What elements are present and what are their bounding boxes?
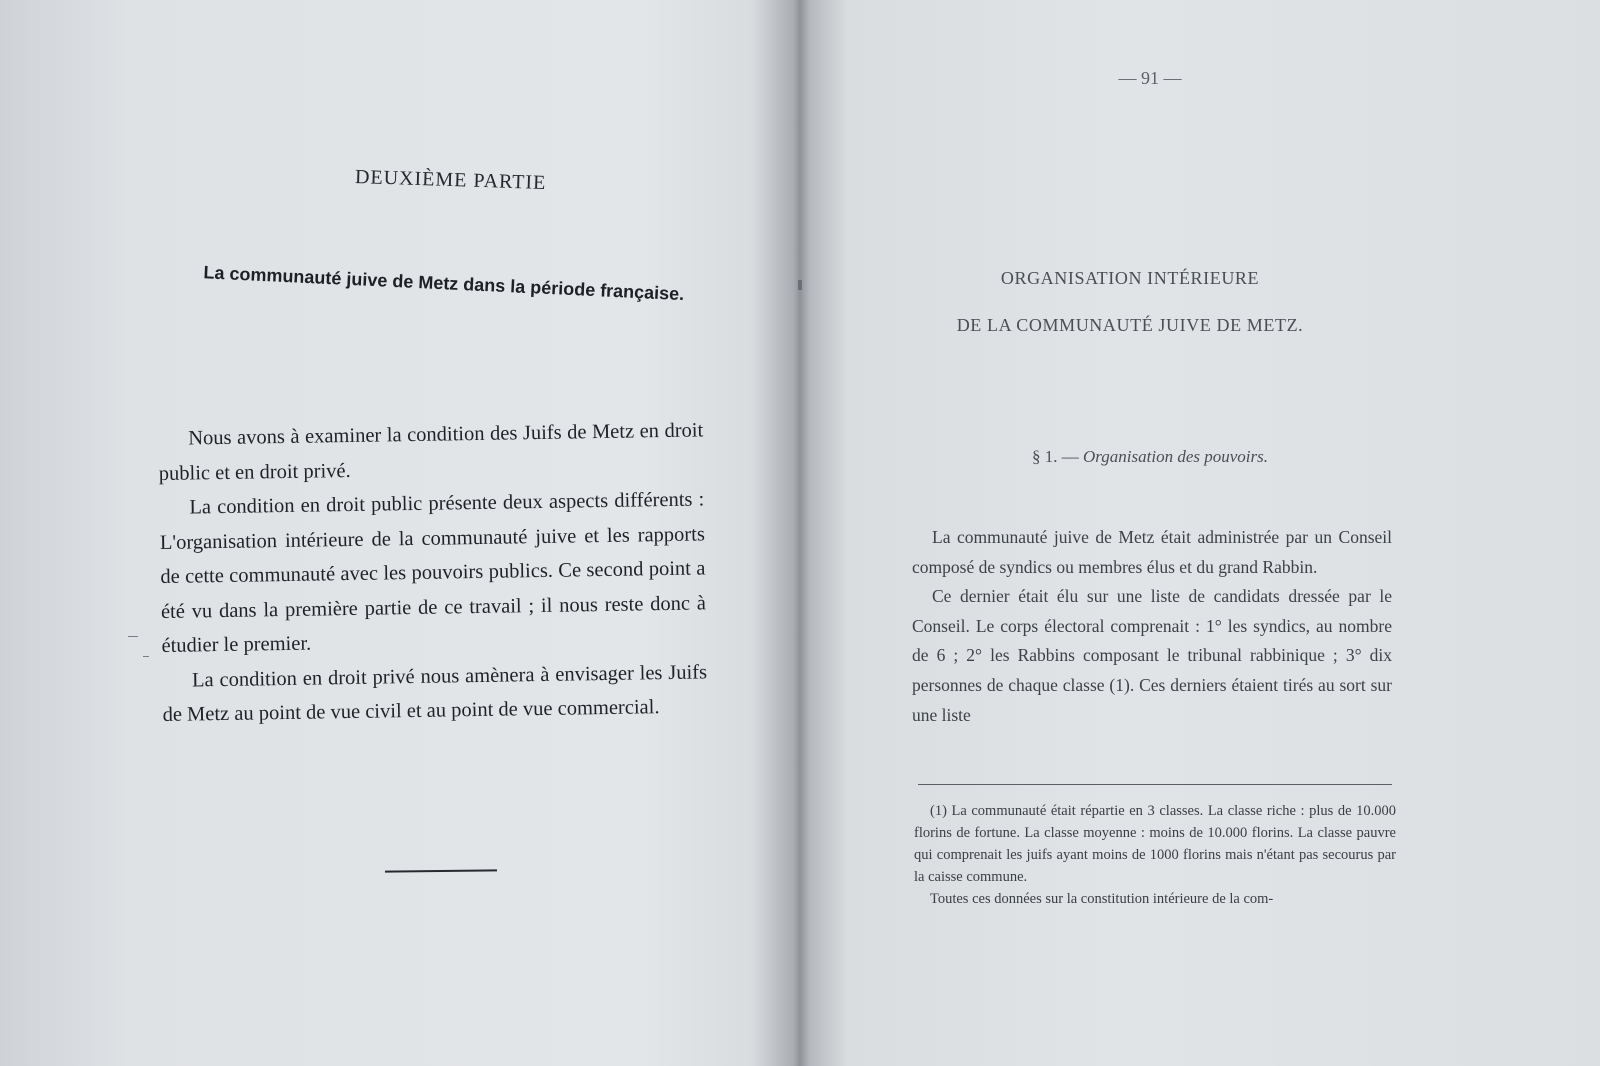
right-paragraph-1: La communauté juive de Metz était administrée par un Conseil composé de syndics ou membres élus et du grand Rabbin.	[912, 527, 1392, 577]
left-body-text	[158, 413, 708, 732]
section-number: § 1. —	[1032, 447, 1079, 466]
right-paragraph-2: Ce dernier était élu sur une liste de candidats dressée par le Conseil. Le corps électoral comprenait : 1° les syndics, au nombre de 6 ; 2° les Rabbins composant le tribunal rabbinique ; 3° dix personnes de chaque classe (1). Ces derniers étaient tirés au sort sur une liste	[912, 586, 1392, 725]
part-subtitle: La communauté juive de Metz dans la période française.	[203, 262, 685, 305]
part-title: DEUXIÈME PARTIE	[354, 166, 547, 195]
page-number: — 91 —	[1118, 68, 1182, 88]
section-end-rule	[385, 869, 497, 872]
chapter-heading	[940, 268, 1320, 362]
footnote-rule	[918, 784, 1392, 785]
section-heading	[990, 447, 1310, 467]
chapter-heading-line-2: DE LA COMMUNAUTÉ JUIVE DE METZ.	[956, 315, 1304, 335]
margin-mark	[143, 656, 149, 657]
footnote-1: (1) La communauté était répartie en 3 classes. La classe riche : plus de 10.000 florins de fortune. La classe moyenne : moins de 10.000 florins. La classe pauvre qui comprenait les juifs ayant moins de 1000 florins mais n'étant pas secourus par la caisse commune.	[914, 803, 1396, 885]
chapter-heading-line-1: ORGANISATION INTÉRIEURE	[1000, 268, 1260, 288]
left-paragraph-1: Nous avons à examiner la condition des Juifs de Metz en droit public et en droit privé.	[158, 419, 704, 485]
left-paragraph-3: La condition en droit privé nous amènera à envisager les Juifs de Metz au point de vue civil et au point de vue commercial.	[162, 660, 708, 726]
left-paragraph-2: La condition en droit public présente deux aspects différents : L'organisation intérieure de la communauté juive et les rapports de cette communauté avec les pouvoirs publics. Ce second point a été vu dans la première partie de ce travail ; il nous reste donc à étudier le premier.	[159, 488, 707, 657]
margin-mark	[128, 636, 138, 637]
footnote-continuation: Toutes ces données sur la constitution intérieure de la com-	[930, 891, 1274, 907]
footnotes	[914, 800, 1396, 910]
right-body-text	[912, 523, 1392, 730]
section-title: Organisation des pouvoirs.	[1083, 447, 1268, 466]
